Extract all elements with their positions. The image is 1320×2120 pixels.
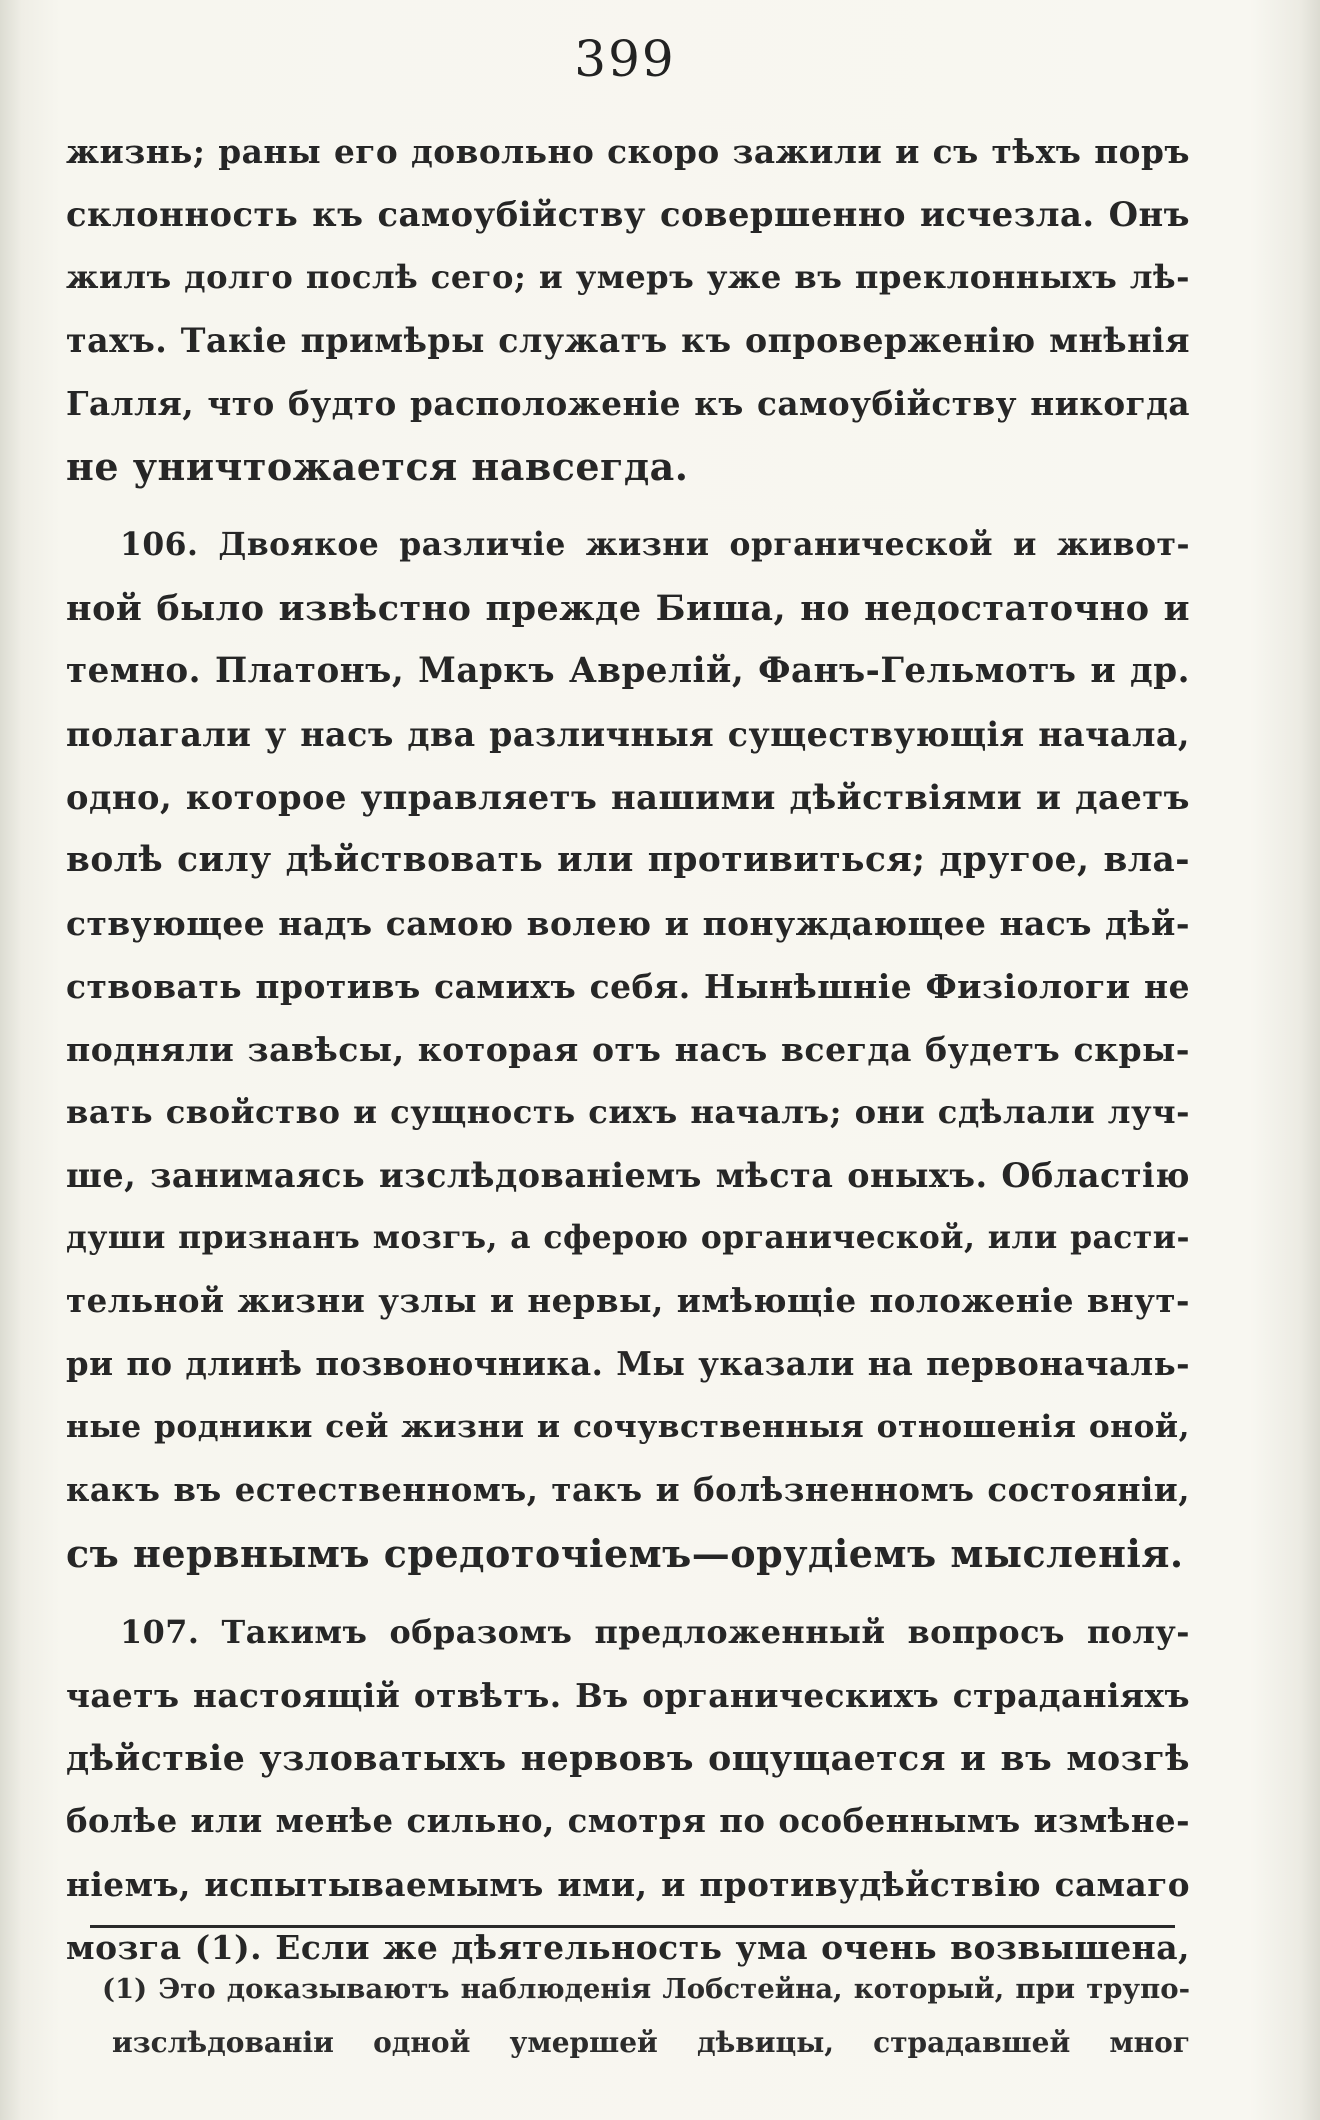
text-line: тахъ. Такіе примѣры служатъ къ опроверженію мнѣнія xyxy=(66,321,1190,360)
footnote xyxy=(66,1962,1190,2070)
text-line: волѣ силу дѣйствовать или противиться; другое, вла- xyxy=(66,840,1190,880)
text-line: мозга (1). Если же дѣятельность ума очень возвышена, xyxy=(66,1928,1190,1967)
text-line: не уничтожается навсегда. xyxy=(66,444,689,489)
text-line: вать свойство и сущность сихъ началъ; они сдѣлали луч- xyxy=(66,1093,1190,1131)
paragraph-gap xyxy=(66,1585,1190,1601)
text-line: склонность къ самоубійству совершенно исчезла. Онъ xyxy=(66,194,1190,234)
text-line: подняли завѣсы, которая отъ насъ всегда будетъ скры- xyxy=(66,1030,1190,1069)
text-line: темно. Платонъ, Маркъ Аврелій, Фанъ-Гельмотъ и др. xyxy=(66,651,1190,691)
text-line: души признанъ мозгъ, а сферою органической, или расти- xyxy=(66,1220,1190,1256)
text-line: дѣйствіе узловатыхъ нервовъ ощущается и въ мозгѣ xyxy=(66,1738,1190,1779)
text-line: ствующее надъ самою волею и понуждающее насъ дѣй- xyxy=(66,904,1190,943)
footnote-line: изслѣдованіи одной умершей дѣвицы, страдавшей мног xyxy=(112,2026,1190,2059)
text-line: одно, которое управляетъ нашими дѣйствіями и даетъ xyxy=(66,777,1190,817)
text-line: чаетъ настоящій отвѣтъ. Въ органическихъ страданіяхъ xyxy=(66,1676,1190,1715)
footnote-divider xyxy=(90,1925,1175,1928)
paragraph-106-start: 106. Двоякое различіе жизни органической и живот- xyxy=(120,527,1190,563)
text-line: полагали у насъ два различныя существующія начала, xyxy=(66,715,1190,754)
text-line: жилъ долго послѣ сего; и умеръ уже въ преклонныхъ лѣ- xyxy=(66,258,1190,296)
text-line: ше, занимаясь изслѣдованіемъ мѣста оныхъ. Областію xyxy=(66,1156,1190,1195)
text-line: болѣе или менѣе сильно, смотря по особеннымъ измѣне- xyxy=(66,1802,1190,1840)
text-line: ствовать противъ самихъ себя. Нынѣшніе Физіологи не xyxy=(66,967,1190,1006)
paragraph-107-start: 107. Такимъ образомъ предложенный вопросъ полу- xyxy=(120,1613,1190,1651)
text-line: ные родники сей жизни и сочувственныя отношенія оной, xyxy=(66,1409,1190,1445)
body-text xyxy=(66,120,1190,1979)
text-line: жизнь; раны его довольно скоро зажили и съ тѣхъ поръ xyxy=(66,132,1190,171)
text-line: ніемъ, испытываемымъ ими, и противудѣйствію самаго xyxy=(66,1865,1190,1904)
page-number: 399 xyxy=(574,30,676,88)
footnote-line: (1) Это доказываютъ наблюденія Лобстейна, который, при трупо- xyxy=(102,1973,1190,2005)
text-line: съ нервнымъ средоточіемъ—орудіемъ мысленія. xyxy=(66,1531,1184,1576)
paragraph-gap xyxy=(66,498,1190,514)
text-line: Галля, что будто расположеніе къ самоубійству никогда xyxy=(66,384,1190,423)
text-line: ри по длинѣ позвоночника. Мы указали на первоначаль- xyxy=(66,1345,1190,1383)
text-line: какъ въ естественномъ, такъ и болѣзненномъ состояніи, xyxy=(66,1471,1190,1509)
text-line: тельной жизни узлы и нервы, имѣющіе положеніе внут- xyxy=(66,1282,1190,1320)
text-line: ной было извѣстно прежде Биша, но недостаточно и xyxy=(66,588,1190,629)
